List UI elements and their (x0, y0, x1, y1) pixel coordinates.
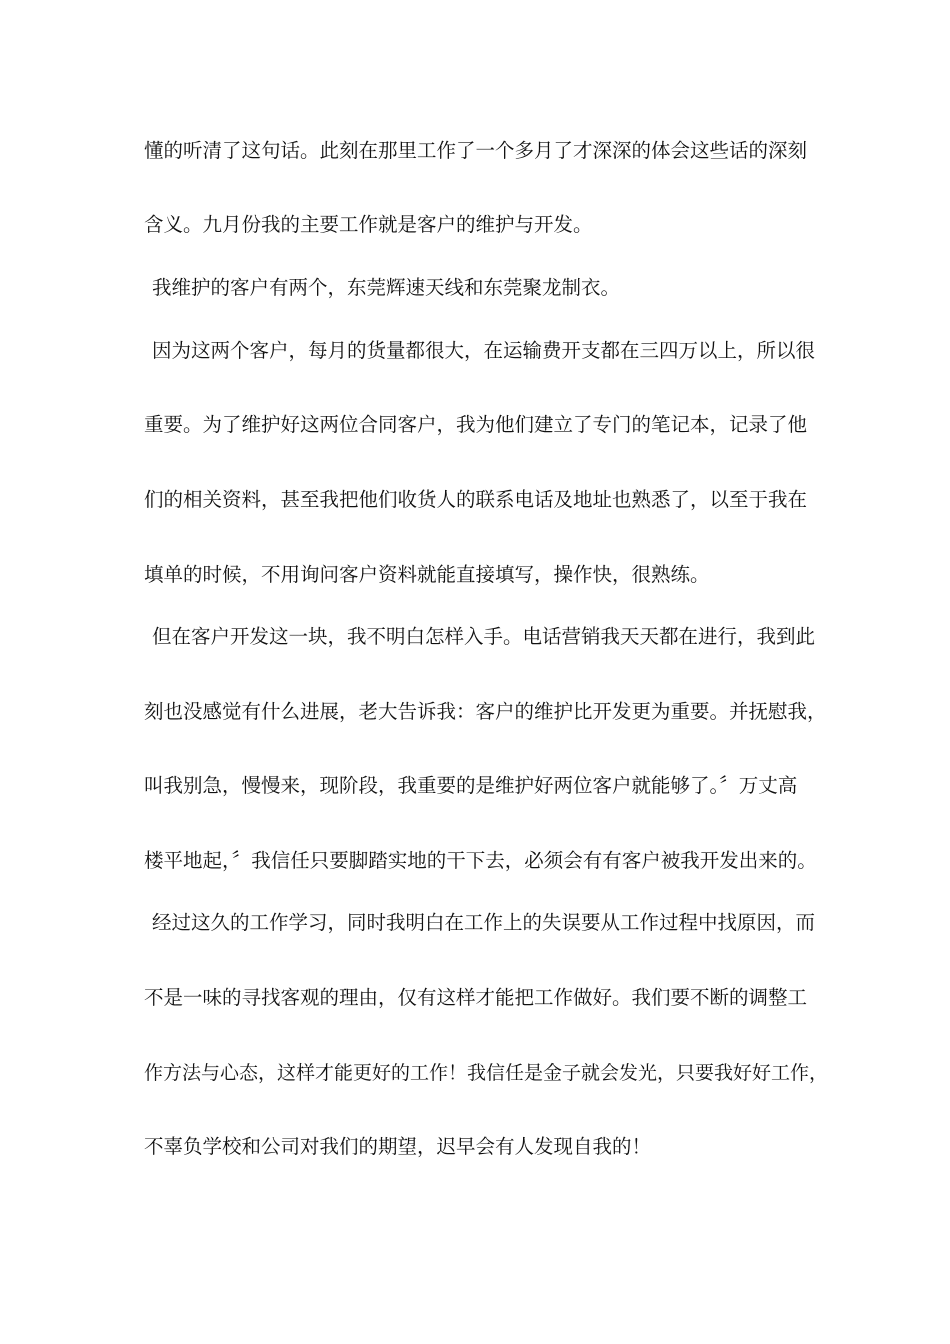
text-line: 填单的时候，不用询问客户资料就能直接填写，操作快，很熟练。 (144, 563, 710, 586)
text-line: 们的相关资料，甚至我把他们收货人的联系电话及地址也熟悉了，以至于我在 (144, 488, 808, 511)
text-line: 但在客户开发这一块，我不明白怎样入手。电话营销我天天都在进行，我到此 (152, 625, 816, 648)
text-line: 叫我别急，慢慢来，现阶段，我重要的是维护好两位客户就能够了。〞万丈高 (144, 774, 798, 797)
text-line: 含义。九月份我的主要工作就是客户的维护与开发。 (144, 213, 593, 236)
text-line: 重要。为了维护好这两位合同客户，我为他们建立了专门的笔记本，记录了他 (144, 413, 808, 436)
text-line: 不是一味的寻找客观的理由，仅有这样才能把工作做好。我们要不断的调整工 (144, 986, 808, 1009)
text-line: 楼平地起，〞我信任只要脚踏实地的干下去，必须会有有客户被我开发出来的。 (144, 849, 817, 872)
text-line: 刻也没感觉有什么进展，老大告诉我：客户的维护比开发更为重要。并抚慰我， (144, 700, 827, 723)
text-line: 懂的听清了这句话。此刻在那里工作了一个多月了才深深的体会这些话的深刻 (144, 139, 808, 162)
text-line: 不辜负学校和公司对我们的期望，迟早会有人发现自我的！ (144, 1135, 652, 1158)
text-line: 我维护的客户有两个，东莞辉速天线和东莞聚龙制衣。 (152, 276, 621, 299)
text-line: 作方法与心态，这样才能更好的工作！我信任是金子就会发光，只要我好好工作， (144, 1062, 829, 1084)
text-line: 因为这两个客户，每月的货量都很大，在运输费开支都在三四万以上，所以很 (152, 339, 816, 362)
text-line: 经过这久的工作学习，同时我明白在工作上的失误要从工作过程中找原因，而 (152, 911, 816, 934)
